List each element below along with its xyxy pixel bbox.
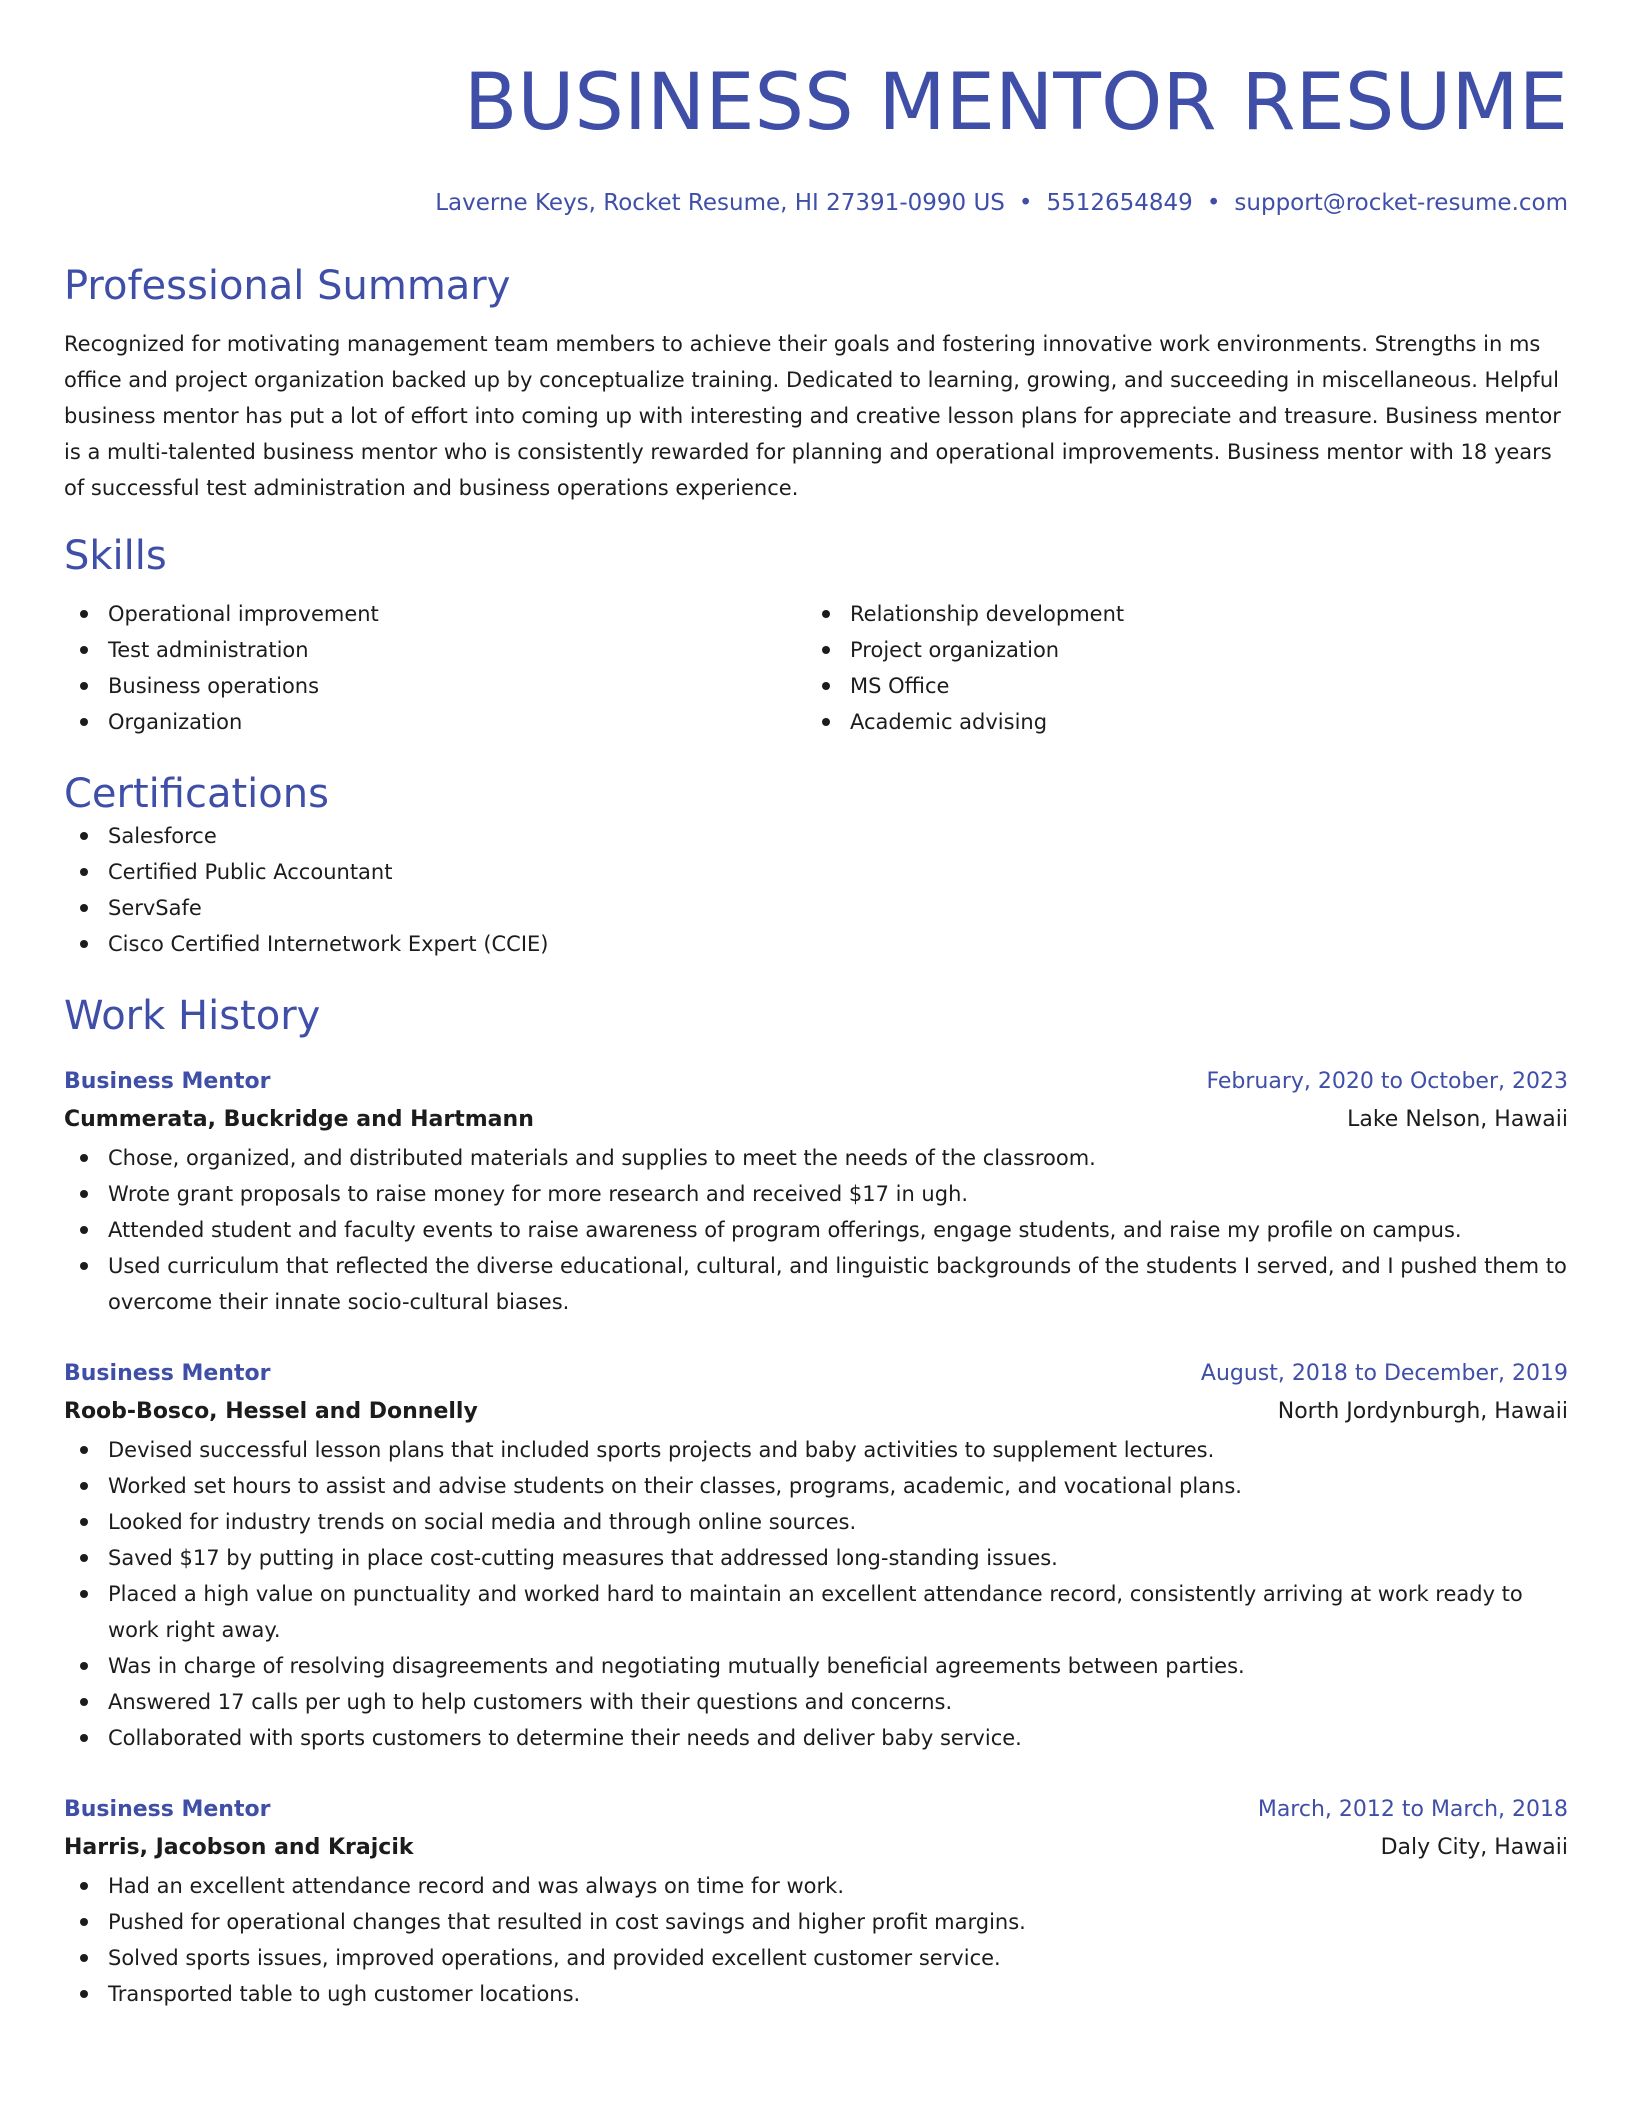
- skill-label: MS Office: [850, 674, 950, 698]
- bullet-icon: [80, 1518, 88, 1526]
- job-responsibilities-list: [64, 1140, 1568, 1320]
- skill-label: Academic advising: [850, 710, 1048, 734]
- contact-address: Laverne Keys, Rocket Resume, HI 27391-0990 US: [435, 190, 1005, 216]
- job-dates: February, 2020 to October, 2023: [1206, 1069, 1568, 1094]
- bullet-icon: [80, 1662, 88, 1670]
- job-responsibility-item: [64, 1540, 1568, 1576]
- job-responsibilities-list: [64, 1432, 1568, 1756]
- job-dates: March, 2012 to March, 2018: [1257, 1797, 1568, 1822]
- skills-column-right: [806, 596, 1548, 740]
- job-responsibility-item: [64, 1576, 1568, 1648]
- job-responsibility-item: [64, 1432, 1568, 1468]
- bullet-icon: [80, 1554, 88, 1562]
- certifications-heading: Certifications: [64, 771, 329, 817]
- certification-label: Salesforce: [108, 824, 217, 848]
- job-responsibility-text: Devised successful lesson plans that included sports projects and baby activities to supplement lectures.: [108, 1438, 1215, 1462]
- bullet-icon: [822, 646, 830, 654]
- bullet-icon: [80, 1918, 88, 1926]
- skill-item: [64, 668, 806, 704]
- bullet-icon: [822, 718, 830, 726]
- job-responsibility-item: [64, 1940, 1568, 1976]
- job-company-row: [64, 1828, 1568, 1868]
- skills-grid: [64, 596, 1568, 740]
- certification-label: ServSafe: [108, 896, 202, 920]
- bullet-icon: [80, 1882, 88, 1890]
- skill-item: [806, 596, 1548, 632]
- job-company-row: [64, 1392, 1568, 1432]
- bullet-icon: [80, 1990, 88, 1998]
- bullet-icon: [80, 610, 88, 618]
- professional-summary-heading: Professional Summary: [64, 263, 511, 309]
- job-responsibility-text: Chose, organized, and distributed materials and supplies to meet the needs of the classroom.: [108, 1146, 1096, 1170]
- certification-item: [64, 926, 1568, 962]
- skills-list-left: [64, 596, 806, 740]
- job-responsibility-text: Had an excellent attendance record and was always on time for work.: [108, 1874, 845, 1898]
- job-responsibility-item: [64, 1468, 1568, 1504]
- skill-label: Test administration: [108, 638, 309, 662]
- job-company: Harris, Jacobson and Krajcik: [64, 1835, 414, 1860]
- skill-label: Relationship development: [850, 602, 1125, 626]
- job-location: North Jordynburgh, Hawaii: [1277, 1399, 1568, 1424]
- job-entry: [64, 1356, 1568, 1756]
- skill-item: [806, 632, 1548, 668]
- certifications-list: [64, 818, 1568, 962]
- contact-separator: •: [1018, 190, 1033, 216]
- job-responsibility-item: [64, 1176, 1568, 1212]
- bullet-icon: [822, 610, 830, 618]
- skill-label: Business operations: [108, 674, 320, 698]
- job-location: Lake Nelson, Hawaii: [1347, 1107, 1568, 1132]
- bullet-icon: [822, 682, 830, 690]
- job-responsibility-item: [64, 1648, 1568, 1684]
- contact-separator: •: [1206, 190, 1221, 216]
- job-responsibility-text: Wrote grant proposals to raise money for more research and received $17 in ugh.: [108, 1182, 969, 1206]
- bullet-icon: [80, 904, 88, 912]
- job-responsibility-item: [64, 1504, 1568, 1540]
- job-responsibility-text: Looked for industry trends on social media and through online sources.: [108, 1510, 857, 1534]
- contact-line: [64, 188, 1568, 218]
- bullet-icon: [80, 1226, 88, 1234]
- bullet-icon: [80, 868, 88, 876]
- skill-label: Operational improvement: [108, 602, 379, 626]
- job-responsibility-item: [64, 1212, 1568, 1248]
- bullet-icon: [80, 682, 88, 690]
- skills-heading: Skills: [64, 533, 167, 579]
- certification-item: [64, 818, 1568, 854]
- professional-summary-text: Recognized for motivating management team members to achieve their goals and fostering innovative work environments. Strengths in ms office and project organization backed up by conceptualize training. Dedicated to learning, growing, and succeeding in miscellaneous. Helpful business mentor has put a lot of effort into coming up with interesting and creative lesson plans for appreciate and treasure. Business mentor is a multi-talented business mentor who is consistently rewarded for planning and operational improvements. Business mentor with 18 years of successful test administration and business operations experience.: [64, 332, 1561, 500]
- skill-label: Organization: [108, 710, 243, 734]
- certification-label: Cisco Certified Internetwork Expert (CCIE): [108, 932, 549, 956]
- job-responsibility-text: Used curriculum that reflected the diverse educational, cultural, and linguistic backgrounds of the students I served, and I pushed them to overcome their innate socio-cultural biases.: [108, 1254, 1567, 1314]
- skills-list-right: [806, 596, 1548, 740]
- job-company: Cummerata, Buckridge and Hartmann: [64, 1107, 534, 1132]
- job-company-row: [64, 1100, 1568, 1140]
- job-responsibility-text: Saved $17 by putting in place cost-cutting measures that addressed long-standing issues.: [108, 1546, 1058, 1570]
- job-company: Roob-Bosco, Hessel and Donnelly: [64, 1399, 478, 1424]
- job-responsibility-text: Solved sports issues, improved operations, and provided excellent customer service.: [108, 1946, 1001, 1970]
- bullet-icon: [80, 1698, 88, 1706]
- job-responsibility-text: Pushed for operational changes that resulted in cost savings and higher profit margins.: [108, 1910, 1026, 1934]
- job-responsibility-item: [64, 1684, 1568, 1720]
- job-header-row: [64, 1356, 1568, 1392]
- job-location: Daly City, Hawaii: [1380, 1835, 1568, 1860]
- job-header-row: [64, 1064, 1568, 1100]
- job-responsibility-item: [64, 1868, 1568, 1904]
- job-responsibilities-list: [64, 1868, 1568, 2012]
- bullet-icon: [80, 1482, 88, 1490]
- bullet-icon: [80, 1446, 88, 1454]
- job-header-row: [64, 1792, 1568, 1828]
- job-title: Business Mentor: [64, 1069, 271, 1094]
- skills-column-left: [64, 596, 806, 740]
- resume-title: BUSINESS MENTOR RESUME: [463, 58, 1568, 148]
- contact-email[interactable]: support@rocket-resume.com: [1234, 190, 1568, 216]
- job-responsibility-item: [64, 1904, 1568, 1940]
- job-responsibility-text: Placed a high value on punctuality and worked hard to maintain an excellent attendance record, consistently arriving at work ready to work right away.: [108, 1582, 1523, 1642]
- job-entry: [64, 1064, 1568, 1320]
- job-responsibility-text: Transported table to ugh customer locations.: [108, 1982, 581, 2006]
- job-responsibility-text: Answered 17 calls per ugh to help customers with their questions and concerns.: [108, 1690, 953, 1714]
- certification-item: [64, 854, 1568, 890]
- job-responsibility-text: Worked set hours to assist and advise students on their classes, programs, academic, and vocational plans.: [108, 1474, 1242, 1498]
- job-responsibility-text: Attended student and faculty events to raise awareness of program offerings, engage students, and raise my profile on campus.: [108, 1218, 1462, 1242]
- bullet-icon: [80, 1734, 88, 1742]
- skill-item: [64, 596, 806, 632]
- skill-item: [64, 704, 806, 740]
- skill-item: [64, 632, 806, 668]
- job-responsibility-item: [64, 1248, 1568, 1320]
- certification-label: Certified Public Accountant: [108, 860, 393, 884]
- bullet-icon: [80, 646, 88, 654]
- job-entry: [64, 1792, 1568, 2012]
- skill-item: [806, 704, 1548, 740]
- work-history-heading: Work History: [64, 993, 321, 1039]
- job-title: Business Mentor: [64, 1797, 271, 1822]
- skill-item: [806, 668, 1548, 704]
- resume-page: [64, 0, 1568, 2012]
- job-title: Business Mentor: [64, 1361, 271, 1386]
- bullet-icon: [80, 1154, 88, 1162]
- bullet-icon: [80, 1954, 88, 1962]
- job-responsibility-item: [64, 1976, 1568, 2012]
- job-responsibility-item: [64, 1140, 1568, 1176]
- bullet-icon: [80, 718, 88, 726]
- bullet-icon: [80, 940, 88, 948]
- skill-label: Project organization: [850, 638, 1060, 662]
- job-responsibility-item: [64, 1720, 1568, 1756]
- bullet-icon: [80, 1262, 88, 1270]
- job-dates: August, 2018 to December, 2019: [1200, 1361, 1568, 1386]
- bullet-icon: [80, 1590, 88, 1598]
- bullet-icon: [80, 832, 88, 840]
- job-responsibility-text: Collaborated with sports customers to determine their needs and deliver baby service.: [108, 1726, 1022, 1750]
- contact-phone: 5512654849: [1046, 190, 1193, 216]
- bullet-icon: [80, 1190, 88, 1198]
- certification-item: [64, 890, 1568, 926]
- job-responsibility-text: Was in charge of resolving disagreements and negotiating mutually beneficial agreements between parties.: [108, 1654, 1245, 1678]
